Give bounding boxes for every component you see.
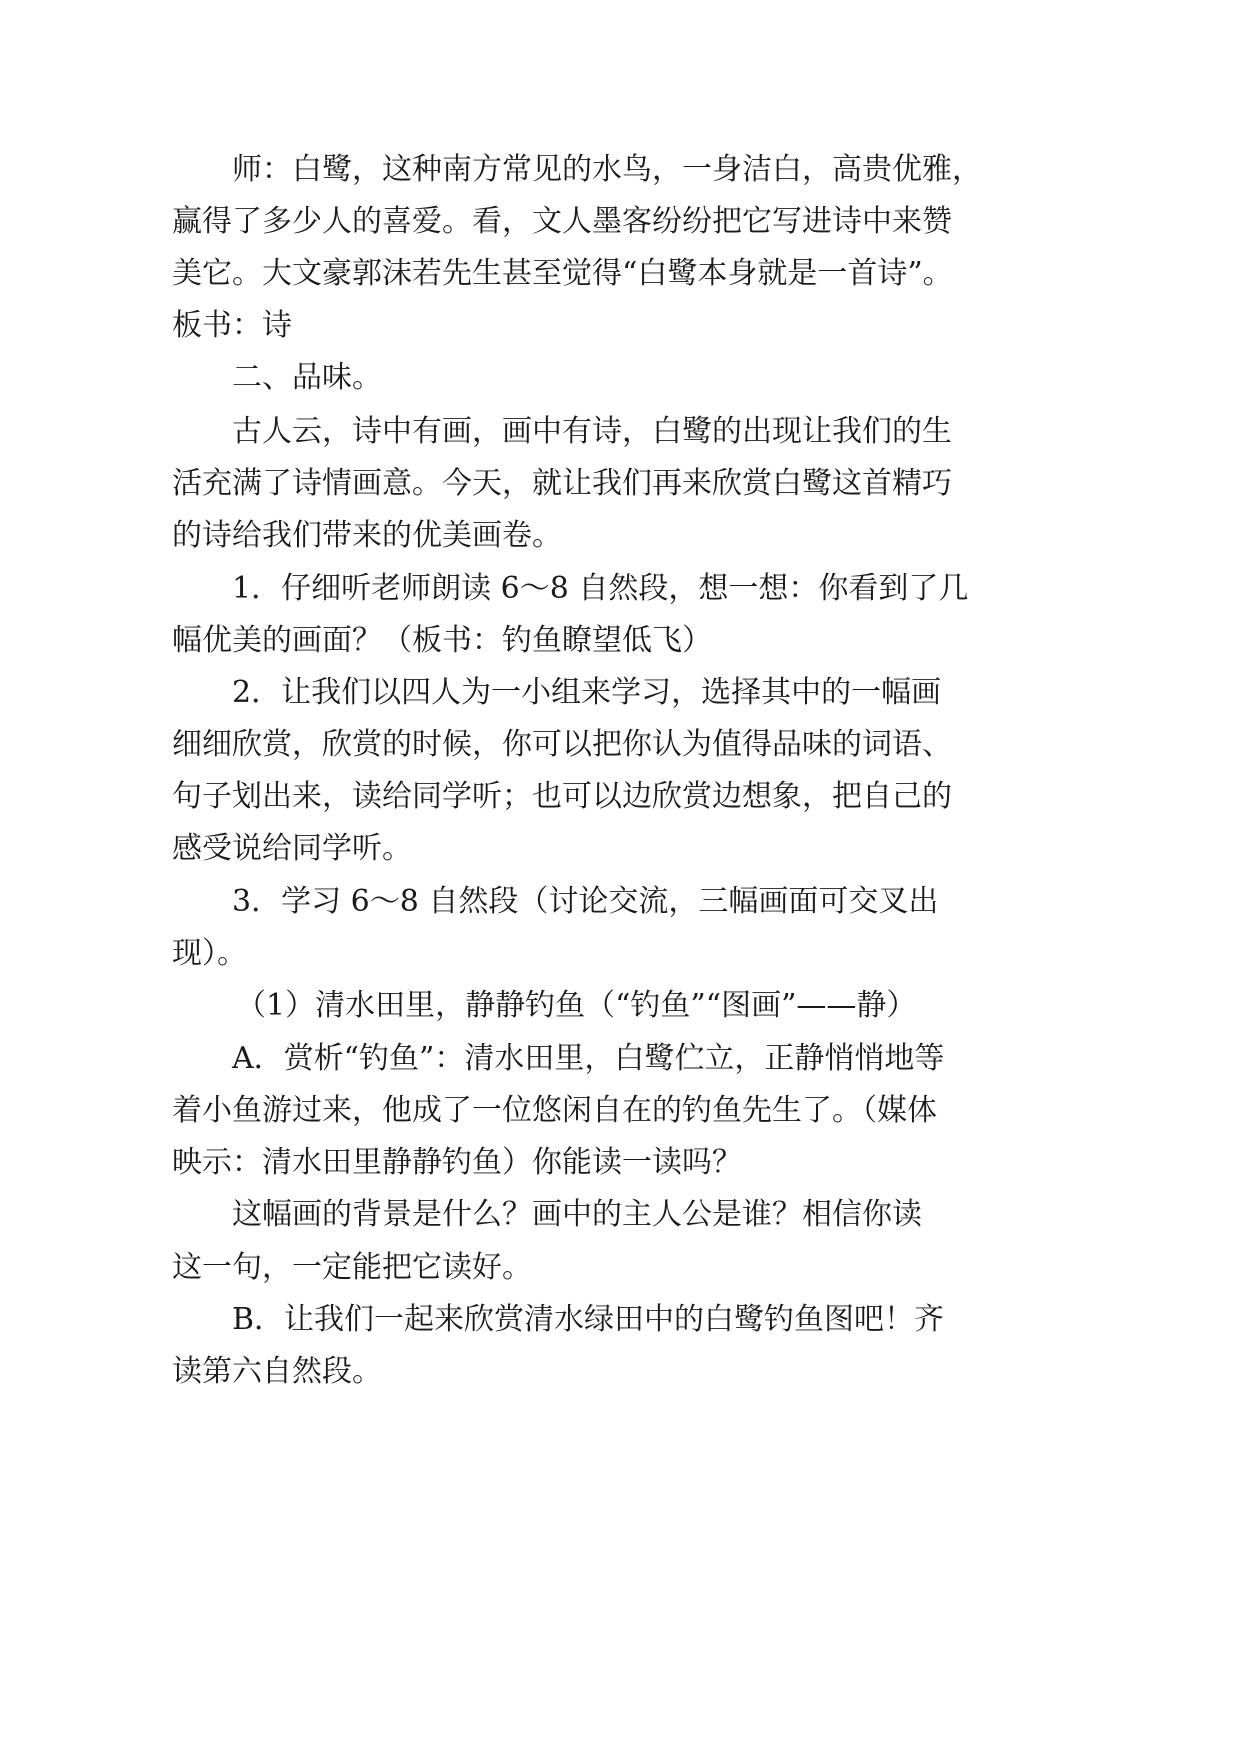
text-line: 读第六自然段。 [172,1354,382,1389]
subheading: （1）清水田里，静静钓鱼（“钓鱼”“图画”——静） [236,988,917,1023]
text-line: 句子划出来，读给同学听；也可以边欣赏边想象，把自己的 [172,779,952,814]
section-heading: 二、品味。 [232,360,382,395]
text-line: 着小鱼游过来，他成了一位悠闲自在的钓鱼先生了。（媒体 [172,1093,937,1128]
text-line: 2．让我们以四人为一小组来学习，选择其中的一幅画 [232,675,942,710]
text-line: 美它。大文豪郭沫若先生甚至觉得“白鹭本身就是一首诗”。 [172,256,953,291]
text-line: 的诗给我们带来的优美画卷。 [172,518,562,553]
text-line: B．让我们一起来欣赏清水绿田中的白鹭钓鱼图吧！齐 [232,1302,945,1337]
text-line: 师：白鹭，这种南方常见的水鸟，一身洁白，高贵优雅， [232,152,982,187]
text-line: 感受说给同学听。 [172,831,412,866]
text-line: 幅优美的画面？（板书：钓鱼瞭望低飞） [172,623,712,658]
text-line: 3．学习 6～8 自然段（讨论交流，三幅画面可交叉出 [232,884,939,919]
text-line: 板书：诗 [172,308,292,343]
text-line: 活充满了诗情画意。今天，就让我们再来欣赏白鹭这首精巧 [172,466,952,501]
text-line: 映示：清水田里静静钓鱼）你能读一读吗？ [172,1145,742,1180]
text-line: 这幅画的背景是什么？画中的主人公是谁？相信你读 [232,1197,922,1232]
text-line: 古人云，诗中有画，画中有诗，白鹭的出现让我们的生 [232,414,952,449]
text-line: 赢得了多少人的喜爱。看，文人墨客纷纷把它写进诗中来赞 [172,204,952,239]
text-line: 这一句，一定能把它读好。 [172,1250,532,1285]
text-line: 现）。 [172,936,247,971]
text-line: 细细欣赏，欣赏的时候，你可以把你认为值得品味的词语、 [172,727,952,762]
text-line: A．赏析“钓鱼”：清水田里，白鹭伫立，正静悄悄地等 [232,1041,945,1076]
text-line: 1．仔细听老师朗读 6～8 自然段，想一想：你看到了几 [232,571,969,606]
